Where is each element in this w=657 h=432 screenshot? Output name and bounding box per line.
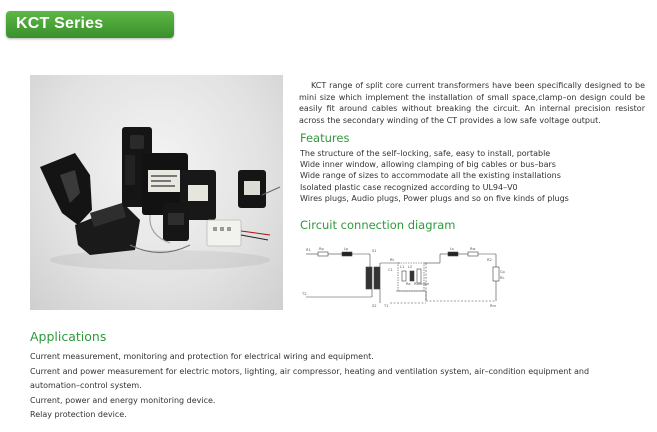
features-heading: Features [300, 131, 350, 145]
white-plug [207, 220, 270, 246]
diagram-label: Rp [319, 247, 324, 251]
diagram-label: Rm [490, 304, 496, 308]
applications-list [30, 350, 650, 423]
diagram-label: L1 [400, 265, 405, 269]
application-item: Current measurement, monitoring and protection for electrical wiring and equipment. [30, 352, 374, 361]
series-title-banner [6, 11, 174, 38]
diagram-label: R2 [487, 258, 492, 262]
diagram-label: R1 [306, 248, 311, 252]
diagram-label: Cp [500, 270, 505, 274]
circuit-diagram [300, 241, 510, 313]
diagram-label: T2 [302, 292, 307, 296]
feature-item: Isolated plastic case recognized according to UL94–V0 [300, 182, 518, 192]
small-right-ct [238, 170, 280, 208]
diagram-label: Ls [450, 247, 454, 251]
feature-item: Wide range of sizes to accommodate all the existing installations [300, 171, 561, 181]
diagram-label: T1 [384, 304, 389, 308]
application-item: Current and power measurement for electric motors, lighting, air compressor, heating and ventilation system, air–condition equipment and [30, 366, 590, 376]
feature-item: Wide inner window, allowing clamping of big cables or bus–bars [300, 160, 556, 170]
diagram-label: C1 [388, 268, 393, 272]
feature-item: Wires plugs, Audio plugs, Power plugs and so on five kinds of plugs [300, 193, 569, 203]
application-item: Current, power and energy monitoring device. [30, 395, 216, 405]
intro-paragraph: KCT range of split core current transformers have been specifically designed to be mini size which implement the installation of small space,clamp–on design could be easily fit around cables without breaking the circuit. An internal precision resistor across the secondary winding of the CT provides a low safe voltage output. [299, 81, 645, 125]
diagram-label: L2 [408, 265, 413, 269]
application-item: Relay protection device. [30, 410, 127, 420]
series-title: KCT Series [16, 15, 104, 32]
diagram-label: Ra [406, 282, 411, 286]
product-photo [30, 75, 283, 310]
diagram-label: S1 [372, 249, 377, 253]
diagram-label: RL [500, 276, 505, 280]
features-list [300, 148, 650, 204]
feature-item: The structure of the self–locking, safe, easy to install, portable [300, 149, 551, 158]
small-front-ct [163, 203, 189, 241]
application-item: automation–control system. [30, 381, 142, 391]
diagram-label: Rburden [414, 282, 430, 286]
applications-heading: Applications [30, 329, 107, 344]
diagram-label: Rt [390, 258, 394, 262]
diagram-label: Lp [344, 247, 349, 251]
diagram-heading: Circuit connection diagram [300, 218, 456, 232]
diagram-label: Rw [470, 247, 476, 251]
diagram-label: S2 [372, 304, 377, 308]
